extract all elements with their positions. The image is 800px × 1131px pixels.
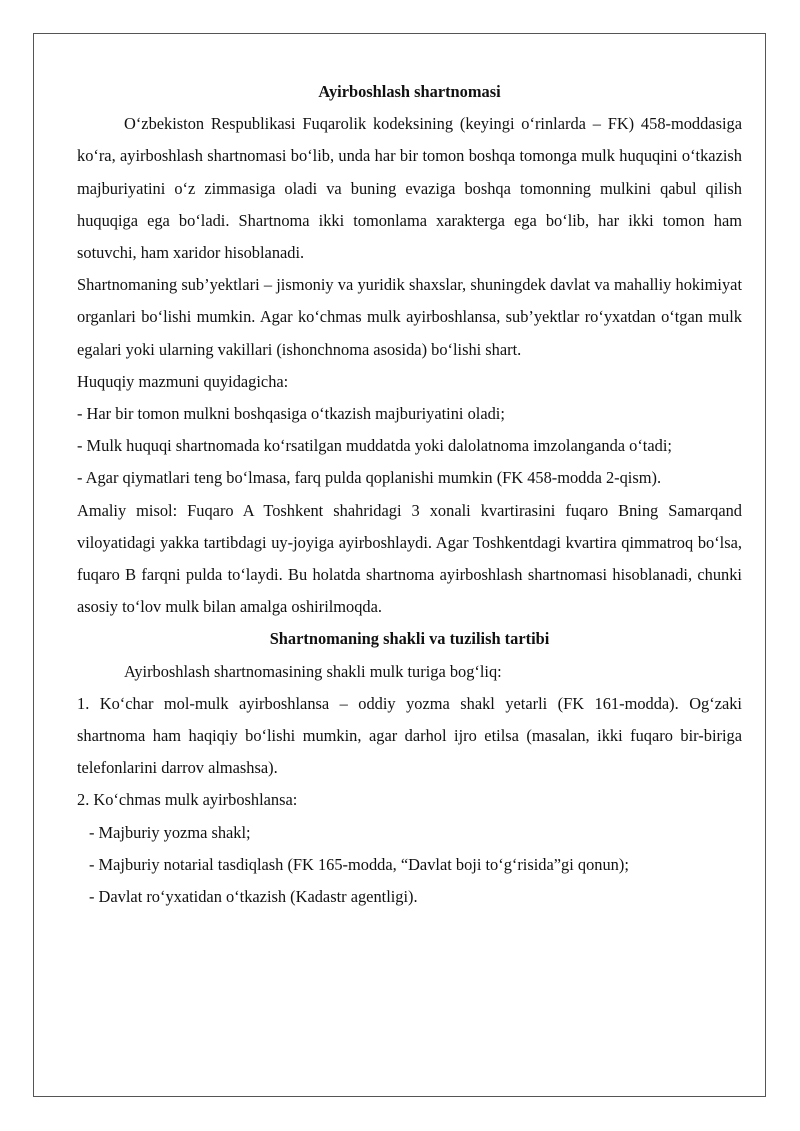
list-item-difference: - Agar qiymatlari teng bo‘lmasa, farq pulda qoplanishi mumkin (FK 458-modda 2-qism). (77, 468, 662, 488)
paragraph-example: Amaliy misol: Fuqaro A Toshkent shahridagi 3 xonali kvartirasini fuqaro Bning Samarqand viloyatidagi yakka tartibdagi uy-joyiga ayirboshlaydi. Agar Toshkentdagi kvartira qimmatroq bo‘lsa, fuqaro B farqni pulda to‘laydi. Bu holatda shartnoma ayirboshlash shartnomasi hisoblanadi, chunki asosiy to‘lov mulk bilan amalga oshirilmoqda. (77, 500, 742, 617)
list-item-transfer: - Mulk huquqi shartnomada ko‘rsatilgan muddatda yoki dalolatnoma imzolanganda o‘tadi; (77, 436, 672, 456)
list-item-immovable: 2. Ko‘chmas mulk ayirboshlansa: (77, 790, 298, 810)
paragraph-content-intro: Huquqiy mazmuni quyidagicha: (77, 371, 289, 391)
paragraph-form-intro: Ayirboshlash shartnomasining shakli mulk turiga bog‘liq: (124, 661, 502, 681)
sub-item-notarial: - Majburiy notarial tasdiqlash (FK 165-modda, “Davlat boji to‘g‘risida”gi qonun); (89, 854, 629, 874)
document-title: Ayirboshlash shartnomasi (318, 82, 501, 101)
section-title: Shartnomaning shakli va tuzilish tartibi (269, 629, 550, 649)
paragraph-subjects: Shartnomaning sub’yektlari – jismoniy va yuridik shaxslar, shuningdek davlat va mahalliy hokimiyat organlari bo‘lishi mumkin. Agar ko‘chmas mulk ayirboshlansa, sub’yektlar ro‘yxatdan o‘tgan mulk egalari yoki ularning vakillari (ishonchnoma asosida) bo‘lishi shart. (77, 275, 742, 359)
sub-item-registration: - Davlat ro‘yxatidan o‘tkazish (Kadastr agentligi). (89, 887, 418, 907)
paragraph-definition: O‘zbekiston Respublikasi Fuqarolik kodeksining (keyingi o‘rinlarda – FK) 458-moddasiga ko‘ra, ayirboshlash shartnomasi bo‘lib, unda har bir tomon boshqa tomonga mulk huquqini o‘tkazish majburiyatini o‘z zimmasiga oladi va buning evaziga boshqa tomonning mulkini qabul qilish huquqiga ega bo‘ladi. Shartnoma ikki tomonlama xarakterga ega bo‘lib, har ikki tomon ham sotuvchi, ham xaridor hisoblanadi. (77, 114, 742, 263)
list-item-movable: 1. Ko‘char mol-mulk ayirboshlansa – oddiy yozma shakl yetarli (FK 161-modda). Og‘zaki shartnoma ham haqiqiy bo‘lishi mumkin, agar darhol ijro etilsa (masalan, ikki fuqaro bir-biriga telefonlarini darrov almashsa). (77, 693, 742, 778)
document-body (77, 76, 742, 913)
list-item-obligation: - Har bir tomon mulkni boshqasiga o‘tkazish majburiyatini oladi; (77, 404, 505, 424)
sub-item-written-form: - Majburiy yozma shakl; (89, 822, 251, 842)
